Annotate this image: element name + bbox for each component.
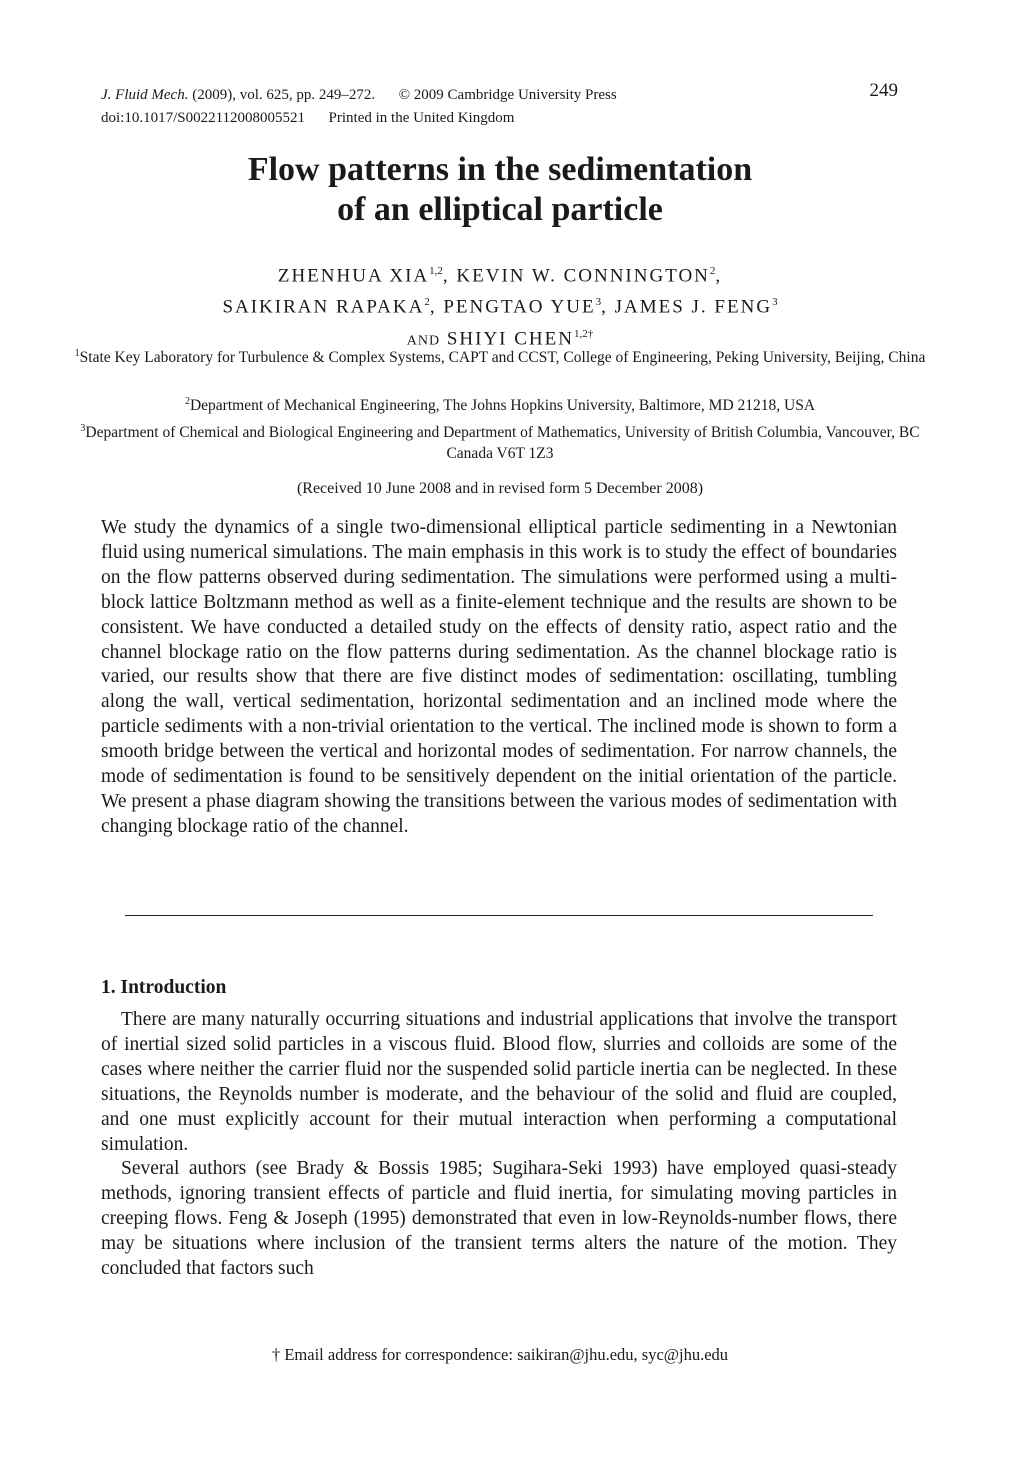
affiliation-mark: 3	[80, 423, 86, 434]
received-dates: (Received 10 June 2008 and in revised form 5 December 2008)	[296, 480, 704, 497]
affiliation-text: State Key Laboratory for Turbulence & Complex Systems, CAPT and CCST, College of Engineering, Peking University, Beijing, China	[79, 349, 926, 367]
authors-line-2: SAIKIRAN RAPAKA$^2$, PENGTAO YUE$^3$, JAMES J. FENG$^3$	[222, 296, 778, 318]
affiliation-3	[60, 418, 940, 464]
authors-line-1: ZHENHUA XIA$^{1,2}$, KEVIN W. CONNINGTON$^2$,	[277, 265, 723, 287]
printed-note: Printed in the United Kingdom	[328, 110, 515, 126]
abstract: We study the dynamics of a single two-dimensional elliptical particle sedimenting in a Newtonian fluid using numerical simulations. The main emphasis in this work is to study the effect of boundaries on the flow patterns observed during sedimentation. The simulations were performed using a multi-block lattice Boltzmann method as well as a finite-element technique and the results are shown to be consistent. We have conducted a detailed study on the effects of density ratio, aspect ratio and the channel blockage ratio on the flow patterns during sedimentation. As the channel blockage ratio is varied, our results show that there are five distinct modes of sedimentation: oscillating, tumbling along the wall, vertical sedimentation, horizontal sedimentation and an inclined mode where the particle sediments with a non-trivial orientation to the vertical. The inclined mode is shown to form a smooth bridge between the vertical and horizontal modes of sedimentation. For narrow channels, the mode of sedimentation is found to be sensitively dependent on the initial orientation of the particle. We present a phase diagram showing the transitions between the various modes of sedimentation with changing blockage ratio of the channel.	[101, 517, 897, 837]
title-line-1: Flow patterns in the sedimentation	[247, 151, 753, 188]
page-number: 249	[869, 80, 898, 101]
doi: doi:10.1017/S0022112008005521	[101, 110, 306, 126]
journal-header	[101, 85, 617, 105]
affiliation-mark: 2	[184, 396, 190, 407]
authors-line-3: AND SHIYI $CHEN^{1,2\dagger}$	[406, 327, 594, 349]
section-heading: 1. Introduction	[101, 977, 227, 998]
affiliation-text: Department of Mechanical Engineering, The Johns Hopkins University, Baltimore, MD 21218, USA	[189, 397, 816, 415]
abstract-divider	[125, 915, 873, 916]
affiliation-1	[60, 343, 940, 368]
journal-name: J. Fluid Mech.	[101, 87, 189, 103]
paragraph: There are many naturally occurring situations and industrial applications that involve the transport of inertial sized solid particles in a viscous fluid. Blood flow, slurries and colloids are some of the cases where neither the carrier fluid nor the suspended solid particle inertia can be neglected. In these situations, the Reynolds number is moderate, and the behaviour of the solid and fluid are coupled, and one must explicitly account for their mutual interaction when performing a computational simulation.	[101, 1009, 897, 1155]
affiliation-text: Department of Chemical and Biological Engineering and Department of Mathematics, University of British Columbia, Vancouver, BC Canada V6T 1Z3	[85, 424, 920, 463]
author-list	[0, 258, 1000, 354]
footnote: † Email address for correspondence: saikiran@jhu.edu, syc@jhu.edu	[271, 1345, 729, 1364]
paragraph: Several authors (see Brady & Bossis 1985; Sugihara-Seki 1993) have employed quasi-steady methods, ignoring transient effects of particle and fluid inertia, for simulating moving particles in creeping flows. Feng & Joseph (1995) demonstrated that even in low-Reynolds-number flows, there may be situations where inclusion of the transient terms alters the nature of the motion. They concluded that factors such	[101, 1158, 897, 1280]
doi-line	[101, 108, 514, 128]
copyright: © 2009 Cambridge University Press	[398, 87, 617, 103]
affiliation-mark: 1	[74, 348, 80, 359]
paper-title	[0, 150, 1000, 230]
affiliation-2	[60, 391, 940, 416]
title-line-2: of an elliptical particle	[337, 191, 663, 228]
journal-volume: (2009), vol. 625, pp. 249–272.	[192, 87, 376, 103]
section-body	[101, 1008, 897, 1282]
